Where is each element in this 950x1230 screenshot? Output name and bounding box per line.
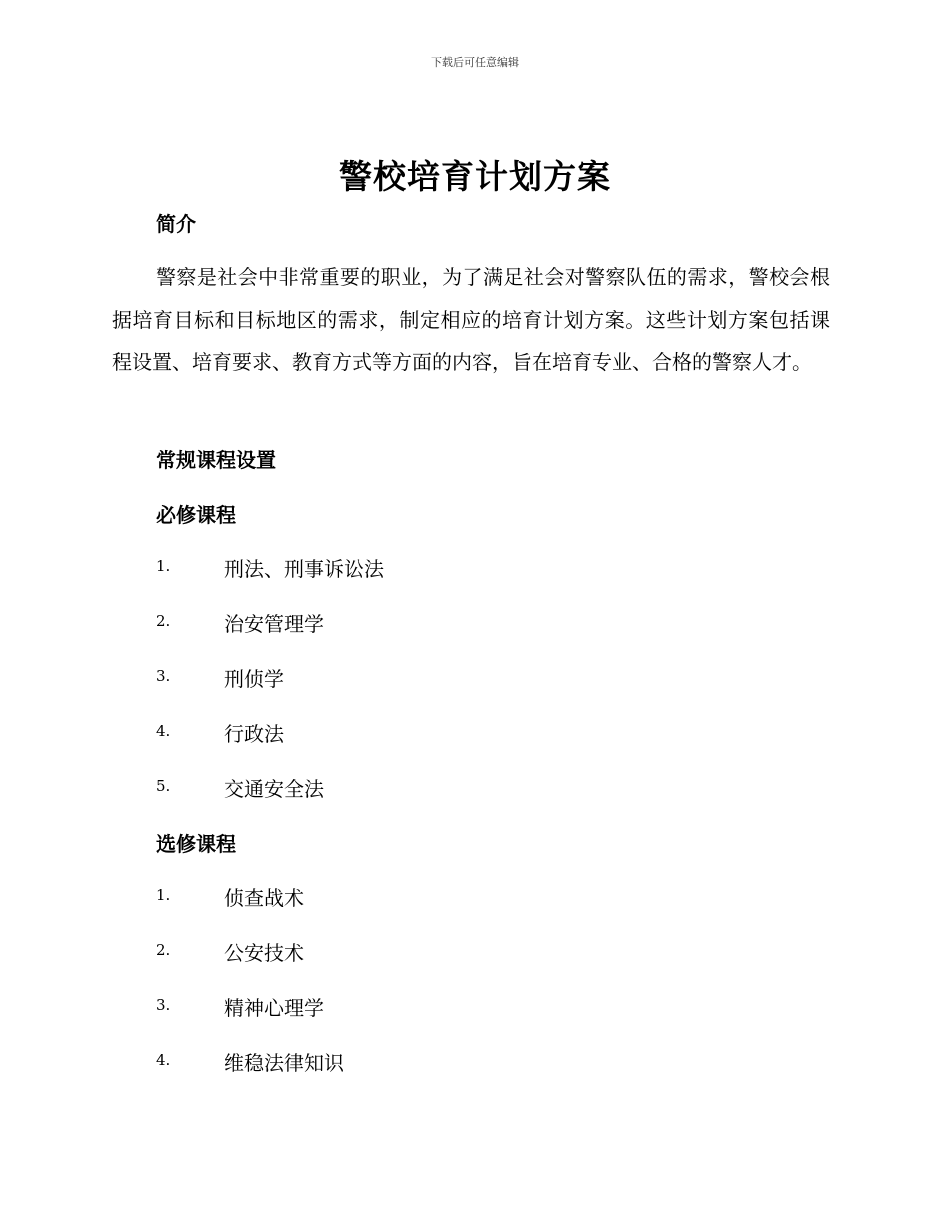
list-number: 3. — [156, 667, 171, 685]
list-text: 维稳法律知识 — [224, 1051, 344, 1075]
list-text: 刑侦学 — [224, 667, 284, 691]
list-number: 3. — [156, 996, 171, 1014]
list-number: 1. — [156, 557, 171, 575]
list-text: 公安技术 — [224, 941, 304, 965]
header-note: 下载后可任意编辑 — [431, 56, 519, 69]
elective-courses-heading: 选修课程 — [156, 832, 236, 856]
intro-paragraph: 警察是社会中非常重要的职业，为了满足社会对警察队伍的需求，警校会根据培育目标和目标地区的需求，制定相应的培育计划方案。这些计划方案包括课程设置、培育要求、教育方式等方面的内容，旨在培育专业、合格的警察人才。 — [112, 265, 830, 374]
intro-heading: 简介 — [156, 212, 196, 236]
regular-courses-heading: 常规课程设置 — [156, 448, 276, 472]
list-text: 侦查战术 — [224, 886, 304, 910]
list-text: 精神心理学 — [224, 996, 324, 1020]
document-title: 警校培育计划方案 — [339, 157, 611, 196]
list-number: 4. — [156, 1051, 171, 1069]
list-number: 4. — [156, 722, 171, 740]
list-number: 2. — [156, 941, 171, 959]
required-courses-heading: 必修课程 — [156, 503, 236, 527]
list-text: 治安管理学 — [224, 612, 324, 636]
list-number: 1. — [156, 886, 171, 904]
list-number: 5. — [156, 777, 171, 795]
list-text: 刑法、刑事诉讼法 — [224, 557, 384, 581]
list-number: 2. — [156, 612, 171, 630]
list-text: 交通安全法 — [224, 777, 324, 801]
list-text: 行政法 — [224, 722, 284, 746]
